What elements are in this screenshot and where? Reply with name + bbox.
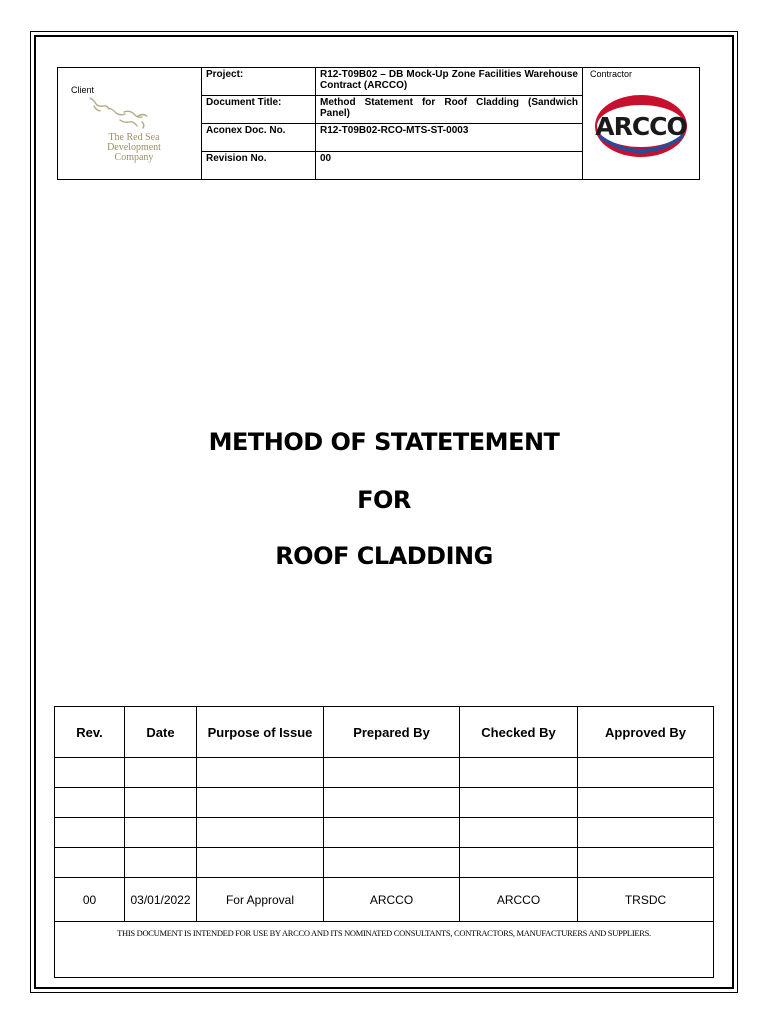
contractor-cell (583, 68, 700, 180)
cell-approved-by: TRSDC (578, 878, 714, 922)
aconex-doc-label: Aconex Doc. No. (202, 124, 316, 152)
client-name-line-3: Company (114, 152, 154, 163)
revision-history-table (54, 706, 714, 978)
notice-row (55, 922, 714, 978)
col-header-prepared-by: Prepared By (324, 707, 460, 758)
client-label: Client (71, 85, 95, 95)
aconex-doc-value: R12-T09B02-RCO-MTS-ST-0003 (316, 124, 583, 152)
arcco-logo-icon (593, 94, 689, 158)
cell-prepared-by: ARCCO (324, 878, 460, 922)
title-line-2: FOR (357, 486, 411, 514)
document-header-table (57, 67, 700, 180)
revision-label: Revision No. (202, 152, 316, 180)
cell-purpose: For Approval (197, 878, 324, 922)
col-header-approved-by: Approved By (578, 707, 714, 758)
client-name-line-2: Development (107, 142, 161, 153)
title-line-1: METHOD OF STATETEMENT (208, 428, 560, 456)
cell-date: 03/01/2022 (125, 878, 197, 922)
cell-checked-by: ARCCO (460, 878, 578, 922)
revision-header-row (55, 707, 714, 758)
col-header-checked-by: Checked By (460, 707, 578, 758)
title-line-3: ROOF CLADDING (275, 542, 493, 570)
contractor-label: Contractor (590, 69, 633, 79)
document-title-value: Method Statement for Roof Cladding (Sandwich Panel) (316, 96, 583, 124)
project-label: Project: (202, 68, 316, 96)
table-row-empty (55, 758, 714, 788)
client-company-name (78, 133, 190, 163)
document-title-label: Document Title: (202, 96, 316, 124)
client-name-line-1: The Red Sea (108, 132, 160, 143)
table-row-empty (55, 788, 714, 818)
project-value: R12-T09B02 – DB Mock-Up Zone Facilities Warehouse Contract (ARCCO) (316, 68, 583, 96)
arcco-logo-text: ARCCO (595, 112, 687, 141)
revision-value: 00 (316, 152, 583, 180)
cell-rev: 00 (55, 878, 125, 922)
col-header-purpose: Purpose of Issue (197, 707, 324, 758)
table-row-empty (55, 818, 714, 848)
table-row-empty (55, 848, 714, 878)
table-row (55, 878, 714, 922)
col-header-rev: Rev. (55, 707, 125, 758)
usage-notice: THIS DOCUMENT IS INTENDED FOR USE BY ARCCO AND ITS NOMINATED CONSULTANTS, CONTRACTORS, MANUFACTURERS AND SUPPLIERS. (55, 922, 714, 978)
col-header-date: Date (125, 707, 197, 758)
client-cell (58, 68, 202, 180)
